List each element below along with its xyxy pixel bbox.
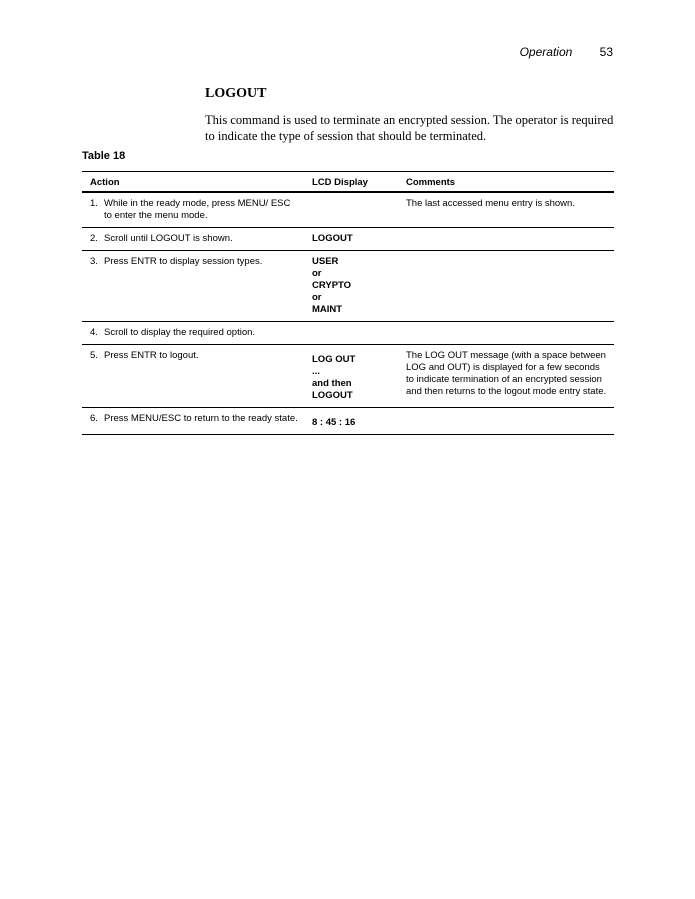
- lcd-line: MAINT: [312, 304, 343, 315]
- section-title: LOGOUT: [205, 86, 267, 101]
- lcd-line: or: [312, 268, 322, 279]
- action-cell: [82, 228, 304, 251]
- comment-cell: [398, 408, 614, 435]
- comment-cell: [398, 228, 614, 251]
- lcd-display-cell: [304, 408, 398, 435]
- procedure-table: [82, 171, 614, 435]
- action-cell: [82, 192, 304, 228]
- lcd-line: 8 : 45 : 16: [312, 417, 356, 428]
- action-text: Scroll until LOGOUT is shown.: [104, 233, 233, 244]
- comment-cell: The LOG OUT message (with a space between LOG and OUT) is displayed for a few seconds to indicate termination of an encrypted session and then returns to the logout mode entry state.: [398, 345, 614, 408]
- action-cell: [82, 322, 304, 345]
- action-text: Scroll to display the required option.: [104, 327, 256, 338]
- action-text: Press ENTR to logout.: [104, 350, 199, 361]
- table-header-row: [82, 172, 614, 193]
- lcd-line: CRYPTO: [312, 280, 352, 291]
- step-number: 3.: [90, 256, 98, 267]
- page-number: 53: [599, 45, 613, 59]
- lcd-display-cell: [304, 192, 398, 228]
- action-cell: [82, 251, 304, 322]
- column-header-action: Action: [82, 172, 304, 193]
- column-header-comments: Comments: [398, 172, 614, 193]
- table-caption: Table 18: [82, 150, 126, 162]
- action-text: Press ENTR to display session types.: [104, 256, 263, 267]
- step-number: 2.: [90, 233, 98, 244]
- lcd-line: ...: [312, 366, 320, 377]
- action-text: While in the ready mode, press MENU/ ESC to enter the menu mode.: [104, 198, 291, 221]
- table-row: [82, 251, 614, 322]
- action-text: Press MENU/ESC to return to the ready state.: [104, 413, 298, 424]
- action-cell: [82, 345, 304, 408]
- step-number: 1.: [90, 198, 98, 209]
- lcd-line: LOGOUT: [312, 390, 353, 401]
- section-name: Operation: [519, 45, 573, 59]
- step-number: 5.: [90, 350, 98, 361]
- lcd-line: LOG OUT: [312, 354, 356, 365]
- lcd-display-cell: [304, 251, 398, 322]
- lcd-display-cell: [304, 345, 398, 408]
- table-row: [82, 228, 614, 251]
- table-row: [82, 192, 614, 228]
- comment-cell: [398, 322, 614, 345]
- column-header-lcd: LCD Display: [304, 172, 398, 193]
- lcd-line: or: [312, 292, 322, 303]
- table-row: [82, 322, 614, 345]
- lcd-line: LOGOUT: [312, 233, 353, 244]
- page-header: [520, 45, 613, 59]
- comment-cell: [398, 251, 614, 322]
- lcd-line: and then: [312, 378, 352, 389]
- step-number: 6.: [90, 413, 98, 424]
- intro-paragraph: This command is used to terminate an encrypted session. The operator is required to indicate the type of session that should be terminated.: [205, 113, 614, 143]
- step-number: 4.: [90, 327, 98, 338]
- lcd-line: USER: [312, 256, 339, 267]
- comment-cell: The last accessed menu entry is shown.: [398, 192, 614, 228]
- table-row: [82, 345, 614, 408]
- action-cell: [82, 408, 304, 435]
- lcd-display-cell: [304, 322, 398, 345]
- lcd-display-cell: [304, 228, 398, 251]
- table-row: [82, 408, 614, 435]
